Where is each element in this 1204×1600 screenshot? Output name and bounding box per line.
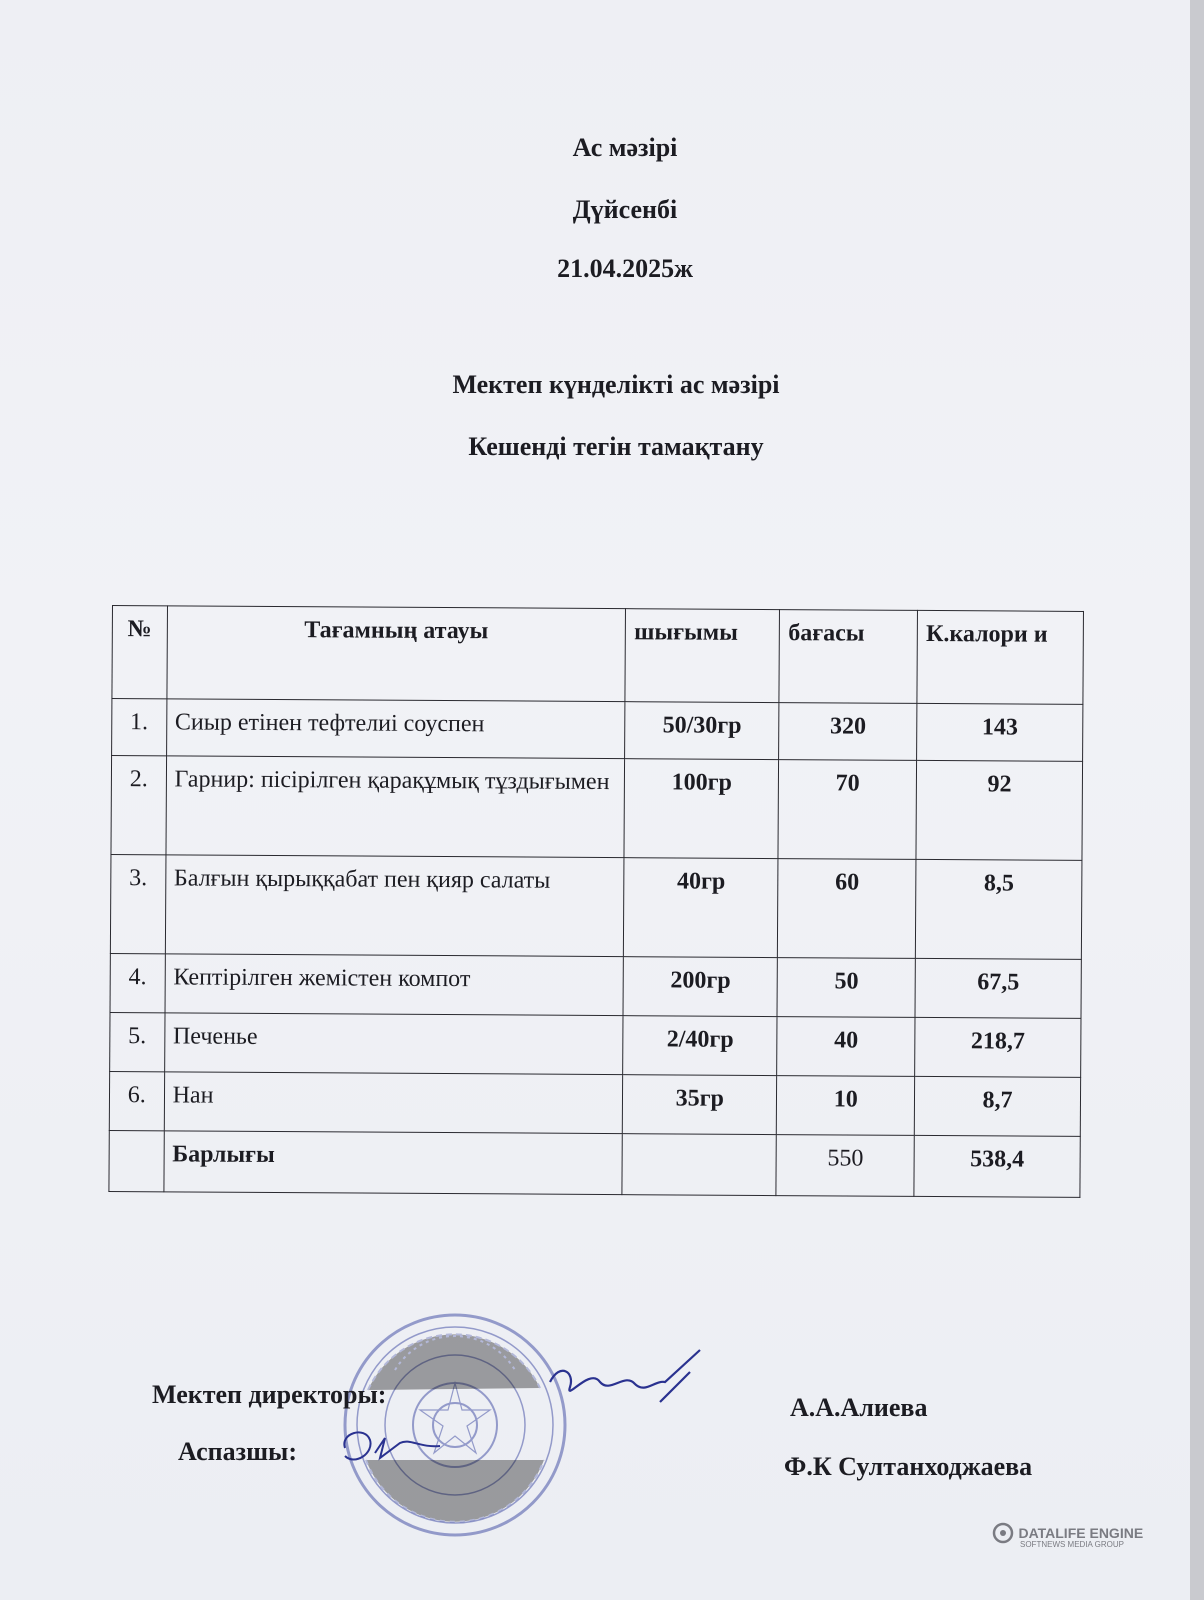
total-price: 550 (776, 1135, 914, 1197)
total-output-cell (622, 1134, 776, 1196)
row-dish: Печенье (164, 1013, 623, 1075)
doc-title: Ас мәзірі (572, 133, 678, 162)
row-no: 4. (110, 953, 165, 1012)
doc-subtitle: Мектеп күнделікті ас мәзірі (452, 370, 780, 399)
row-kcal: 92 (916, 760, 1082, 860)
menu-table (108, 605, 1084, 1198)
datalife-logo-icon (992, 1522, 1014, 1544)
row-kcal: 67,5 (915, 958, 1081, 1018)
director-signature (540, 1342, 720, 1422)
total-kcal: 538,4 (914, 1135, 1080, 1197)
watermark-title: DATALIFE ENGINE (1018, 1525, 1144, 1541)
row-price: 70 (778, 760, 916, 860)
row-dish: Гарнир: пісірілген қарақұмық тұздығымен (166, 756, 625, 858)
doc-subtitle-2: Кешенді тегін тамақтану (468, 432, 764, 461)
row-dish: Нан (164, 1072, 623, 1134)
table-row (110, 953, 1081, 1018)
row-price: 320 (779, 703, 917, 761)
total-label: Барлығы (164, 1131, 623, 1195)
table-row (110, 1012, 1081, 1077)
row-price: 10 (777, 1076, 915, 1136)
row-output: 200гр (623, 957, 777, 1017)
table-row (110, 854, 1082, 959)
table-row (111, 756, 1083, 861)
table-row (112, 699, 1083, 762)
row-kcal: 143 (917, 703, 1083, 761)
cook-label: Аспазшы: (178, 1437, 298, 1466)
watermark (992, 1522, 1143, 1549)
row-output: 35гр (623, 1075, 777, 1135)
cook-name: Ф.К Султанходжаева (784, 1452, 1033, 1481)
col-header-kcal: К.калори и (917, 610, 1083, 704)
director-name: А.А.Алиева (790, 1393, 928, 1422)
row-dish: Сиыр етінен тефтелиі соуспен (166, 699, 625, 759)
table-header-row (112, 606, 1084, 705)
row-kcal: 218,7 (915, 1017, 1081, 1077)
row-price: 40 (777, 1017, 915, 1077)
col-header-name: Тағамның атауы (167, 606, 626, 702)
table-total-row (109, 1130, 1080, 1197)
row-no: 2. (111, 756, 166, 855)
doc-day: Дүйсенбі (572, 195, 678, 224)
director-label: Мектеп директоры: (152, 1380, 387, 1409)
col-header-price: бағасы (779, 610, 917, 704)
row-kcal: 8,7 (914, 1076, 1080, 1136)
row-output: 100гр (624, 759, 779, 859)
row-price: 50 (777, 958, 915, 1018)
row-output: 2/40гр (623, 1016, 777, 1076)
row-no: 3. (110, 854, 165, 953)
watermark-subtitle: SOFTNEWS MEDIA GROUP (1020, 1540, 1125, 1549)
row-price: 60 (778, 859, 916, 959)
row-dish: Кептірілген жемістен компот (165, 954, 624, 1016)
cook-signature (330, 1418, 450, 1478)
row-no: 5. (110, 1012, 165, 1071)
col-header-no: № (112, 606, 167, 699)
page-edge (1190, 0, 1204, 1600)
row-dish: Балғын қырыққабат пен қияр салаты (165, 855, 624, 957)
col-header-output: шығымы (625, 609, 780, 703)
doc-date: 21.04.2025ж (557, 254, 693, 283)
row-no: 6. (109, 1071, 164, 1130)
row-no: 1. (112, 699, 167, 756)
table-row (109, 1071, 1080, 1136)
row-output: 50/30гр (625, 702, 779, 760)
row-output: 40гр (624, 858, 779, 958)
total-no-cell (109, 1130, 164, 1191)
row-kcal: 8,5 (916, 859, 1082, 959)
